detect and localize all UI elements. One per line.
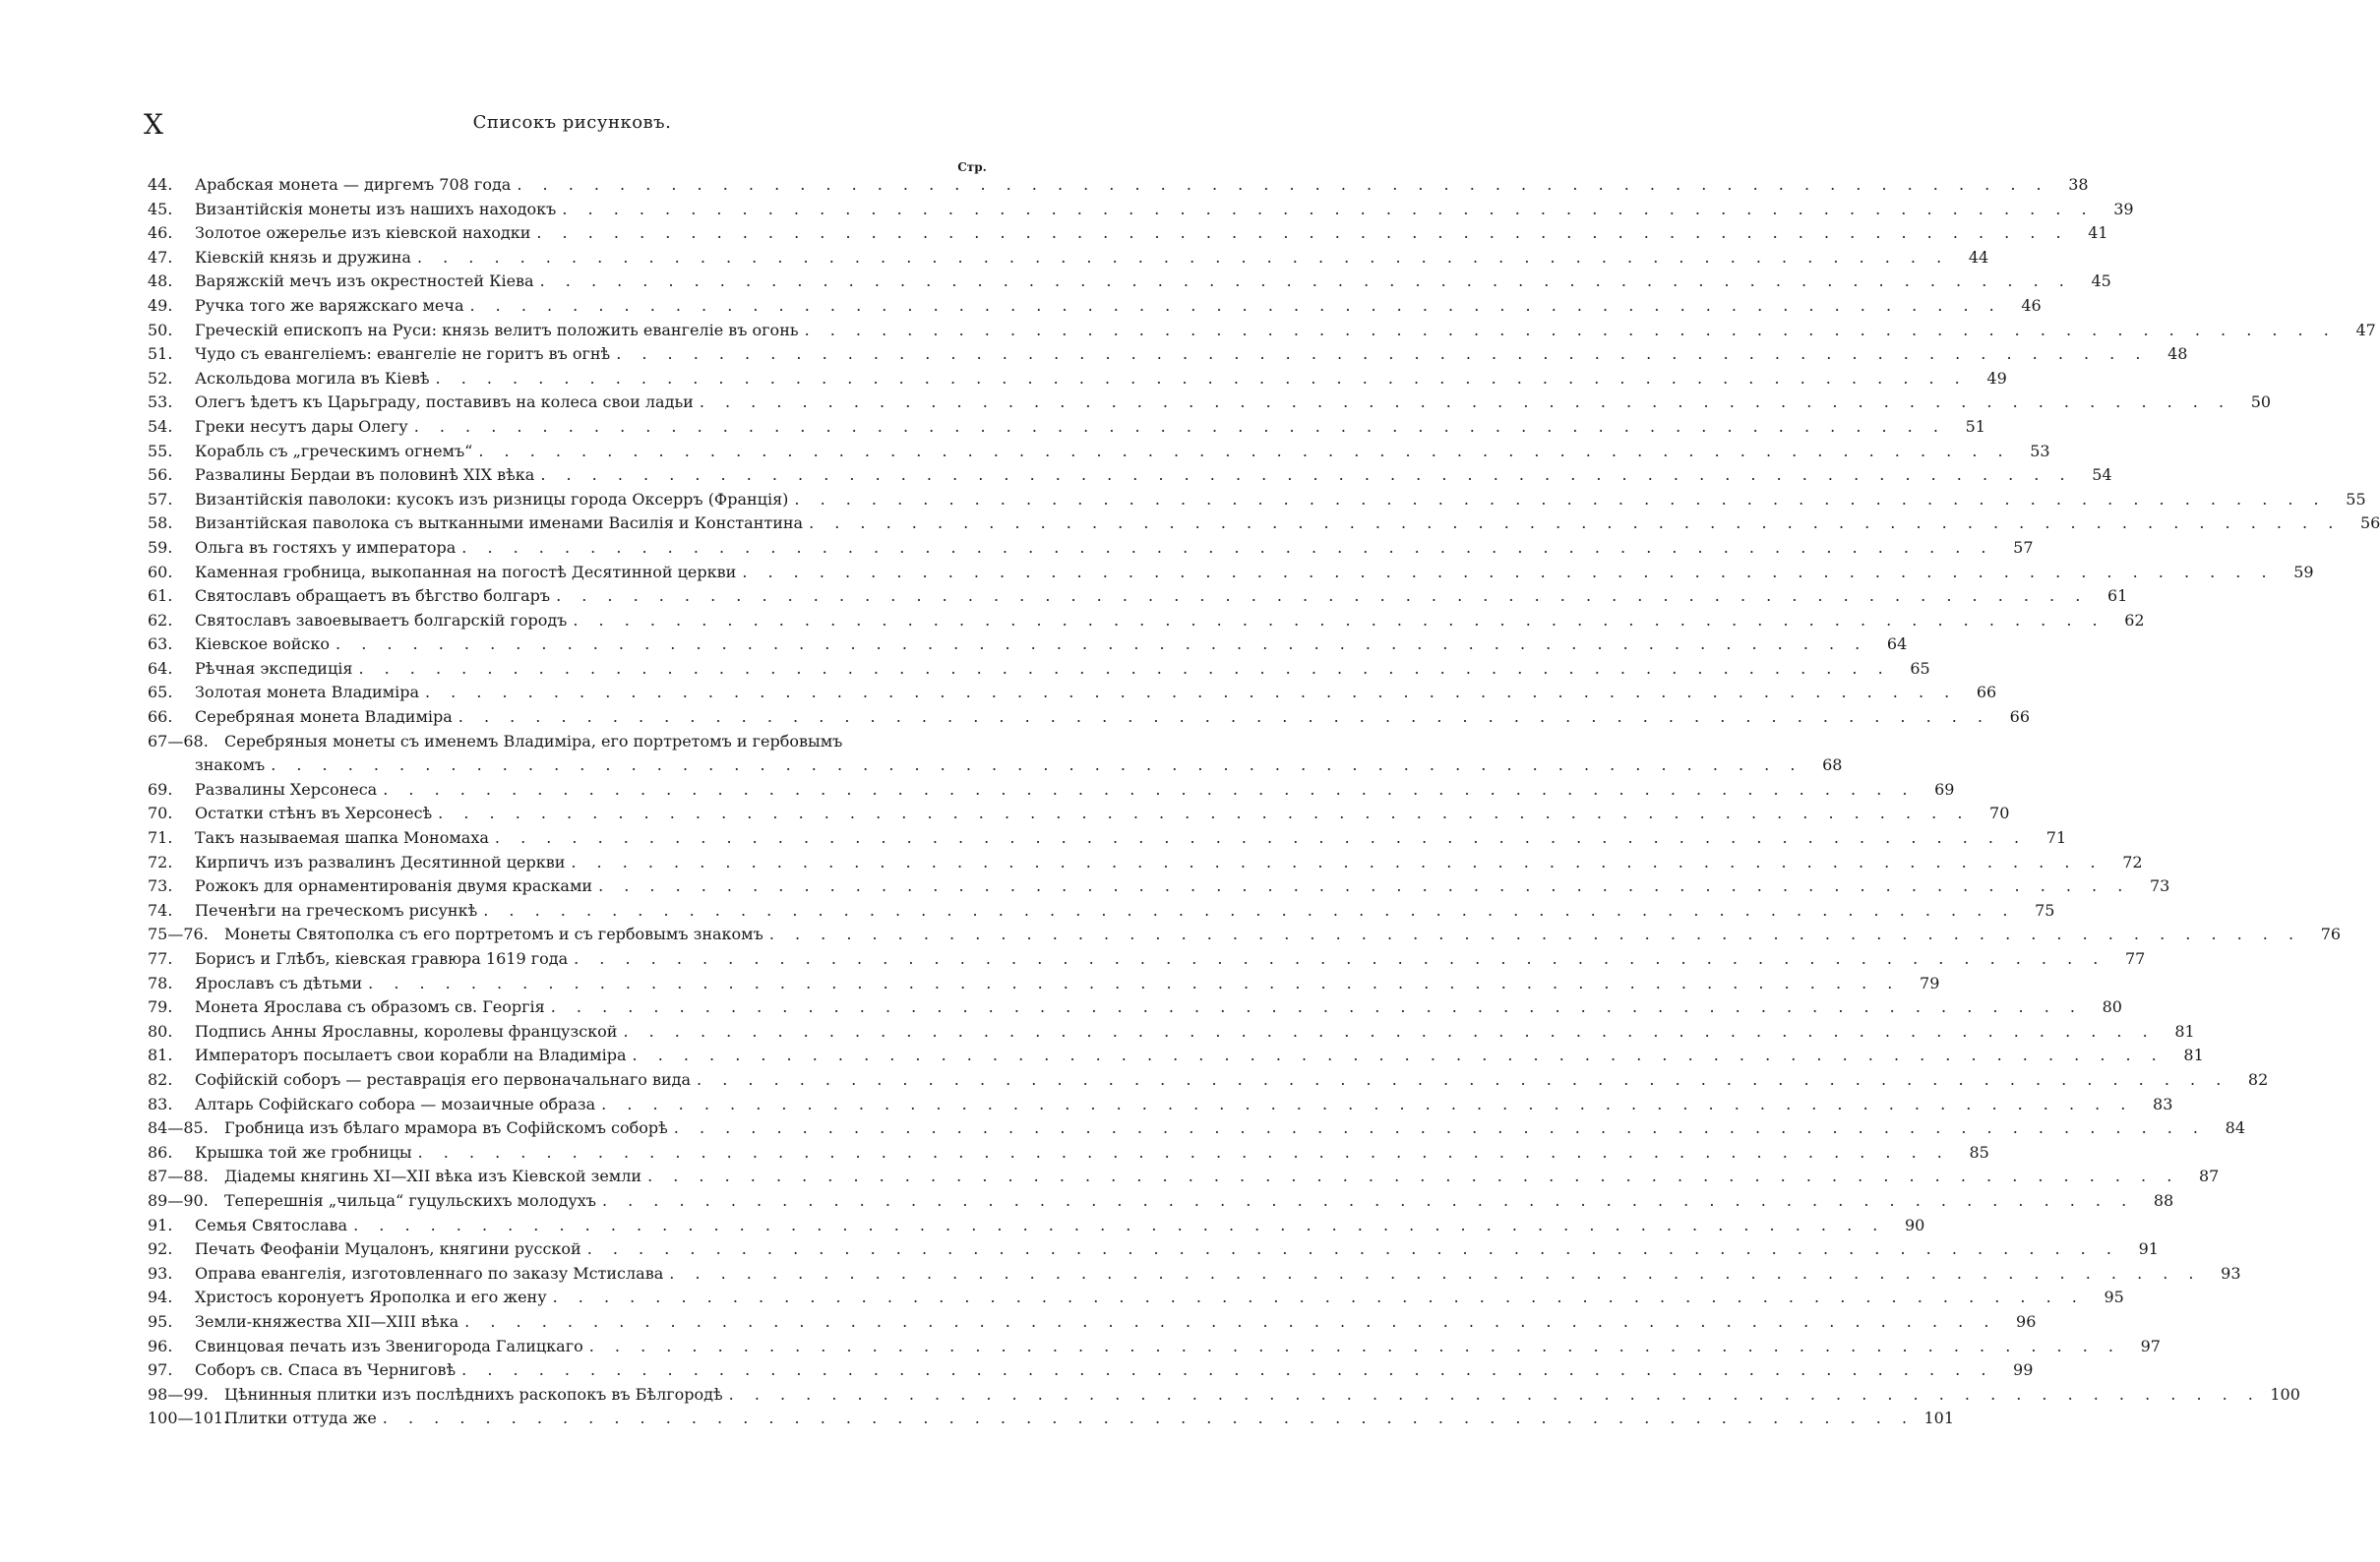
figure-number: 79. <box>148 997 173 1017</box>
figure-page-number: 85 <box>1969 1142 1989 1162</box>
figure-number: 46. <box>148 223 173 243</box>
figure-number: 53. <box>148 392 173 412</box>
figure-number: 47. <box>148 247 173 267</box>
figure-number: 74. <box>148 900 173 920</box>
figure-title: Золотое ожерелье изъ кіевской находки <box>195 223 531 243</box>
list-item <box>148 511 2380 536</box>
page-title: Списокъ рисунковъ. <box>472 112 672 133</box>
list-item <box>148 1214 1925 1238</box>
list-item <box>148 221 2108 246</box>
list-item <box>148 1020 2195 1045</box>
dot-leader <box>598 874 2130 899</box>
list-item <box>148 947 2146 972</box>
list-item <box>148 294 2042 319</box>
figure-number: 91. <box>148 1215 173 1234</box>
figure-page-number: 54 <box>2092 465 2112 485</box>
figure-title: Гробница изъ бѣлаго мрамора въ Софійскомъ соборѣ <box>224 1118 668 1138</box>
dot-leader <box>601 1093 2133 1117</box>
figure-title: Аскольдова могила въ Кіевѣ <box>195 368 430 388</box>
figure-page-number: 76 <box>2320 925 2342 944</box>
figure-number: 62. <box>148 610 173 630</box>
figure-page-number: 87 <box>2198 1167 2220 1186</box>
dot-leader <box>697 1068 2228 1093</box>
list-item <box>148 923 2342 947</box>
figure-title: Ручка того же варяжскаго меча <box>195 295 464 315</box>
figure-number: 61. <box>148 586 173 606</box>
dot-leader <box>794 488 2326 512</box>
figure-page-number: 80 <box>2102 997 2122 1017</box>
figure-page-number: 82 <box>2247 1069 2269 1089</box>
dot-leader <box>540 270 2072 294</box>
figure-number: 56. <box>148 465 173 485</box>
dot-leader <box>602 1189 2134 1214</box>
figure-title: Святославъ завоевываетъ болгарскій городъ <box>195 610 568 630</box>
figure-page-number: 38 <box>2068 175 2089 194</box>
figure-number: 87—88. <box>148 1167 209 1186</box>
figure-number: 71. <box>148 828 173 848</box>
figure-title: Развалины Бердаи въ половинѣ XIX вѣка <box>195 465 535 485</box>
list-item <box>148 536 2034 561</box>
dot-leader <box>700 390 2231 415</box>
figure-page-number: 75 <box>2035 900 2055 920</box>
figure-page-number: 79 <box>1920 973 1940 992</box>
list-item <box>148 899 2055 924</box>
figure-number: 50. <box>148 320 173 339</box>
figure-title: Монета Ярослава съ образомъ св. Георгія <box>195 997 545 1017</box>
figure-number: 67—68. <box>148 731 209 751</box>
dot-leader <box>562 198 2094 222</box>
list-item <box>148 1262 2241 1287</box>
list-item <box>148 1358 2034 1383</box>
dot-leader <box>633 1044 2165 1068</box>
list-item <box>148 390 2272 415</box>
figure-number: 100—101. <box>148 1409 229 1428</box>
dot-leader <box>805 319 2337 343</box>
dot-leader <box>353 1214 1885 1238</box>
list-item <box>148 1383 2300 1408</box>
figure-title: Семья Святослава <box>195 1215 348 1234</box>
list-item <box>148 826 2067 851</box>
figure-number: 44. <box>148 175 173 194</box>
figure-title: Теперешнія „чильца“ гуцульскихъ молодухъ <box>224 1190 596 1210</box>
dot-leader <box>425 681 1957 705</box>
figure-number: 57. <box>148 489 173 509</box>
figure-title: Монеты Святополка съ его портретомъ и съ гербовымъ знакомъ <box>224 925 763 944</box>
figure-number: 60. <box>148 562 173 581</box>
dot-leader <box>436 367 1968 391</box>
figure-page-number: 55 <box>2346 489 2366 509</box>
dot-leader <box>556 584 2088 609</box>
list-item <box>148 802 2010 826</box>
figure-title: Такъ называемая шапка Мономаха <box>195 828 489 848</box>
figure-number: 66. <box>148 707 173 727</box>
figure-page-number: 56 <box>2359 513 2380 533</box>
figure-title: Плитки оттуда же <box>224 1409 377 1428</box>
figure-title: Греческій епископъ на Руси: князь велитъ положить евангеліе въ огонь <box>195 320 799 339</box>
figure-page-number: 51 <box>1965 416 1985 436</box>
figure-number: 73. <box>148 876 173 896</box>
figure-title: Борисъ и Глѣбъ, кіевская гравюра 1619 года <box>195 949 569 968</box>
list-item <box>148 173 2089 198</box>
dot-leader <box>669 1262 2201 1287</box>
figure-title: знакомъ <box>195 755 266 775</box>
figure-page-number: 47 <box>2355 320 2376 339</box>
figure-title: Кіевскій князь и дружина <box>195 247 411 267</box>
figure-number: 94. <box>148 1288 173 1307</box>
figure-number: 96. <box>148 1336 173 1355</box>
figure-title: Императоръ посылаетъ свои корабли на Владиміра <box>195 1046 627 1065</box>
dot-leader <box>418 1141 1950 1166</box>
dot-leader <box>464 1310 1996 1335</box>
dot-leader <box>674 1116 2206 1141</box>
list-item <box>148 319 2376 343</box>
figure-number: 59. <box>148 537 173 557</box>
list-item <box>148 1286 2124 1310</box>
dot-leader <box>478 440 2010 464</box>
list-item <box>148 1237 2159 1262</box>
figure-number: 86. <box>148 1142 173 1162</box>
figure-number: 54. <box>148 416 173 436</box>
figure-number: 81. <box>148 1046 173 1065</box>
figure-page-number: 59 <box>2293 562 2314 581</box>
figure-page-number: 66 <box>2009 707 2031 727</box>
list-item <box>148 488 2366 512</box>
figure-title: Серебряная монета Владиміра <box>195 707 453 727</box>
page-column-header: Стр. <box>957 160 987 174</box>
dot-leader <box>483 899 2015 924</box>
dot-leader <box>587 1237 2119 1262</box>
figure-page-number: 72 <box>2122 852 2143 871</box>
dot-leader <box>438 802 1970 826</box>
figure-title: Цѣнинныя плитки изъ послѣднихъ раскопокъ въ Бѣлгородѣ <box>224 1384 723 1404</box>
list-item <box>148 705 2031 730</box>
figure-page-number: 48 <box>2167 344 2188 364</box>
figure-page-number: 53 <box>2030 441 2050 460</box>
figure-title: Подпись Анны Ярославны, королевы французской <box>195 1021 618 1041</box>
figure-title: Арабская монета — диргемъ 708 года <box>195 175 512 194</box>
figure-title: Византійская паволока съ вытканными именами Василія и Константина <box>195 513 804 533</box>
figure-title: Свинцовая печать изъ Звенигорода Галицкаго <box>195 1336 583 1355</box>
list-item <box>148 1335 2161 1359</box>
figure-number: 63. <box>148 634 173 654</box>
figure-page-number: 95 <box>2104 1288 2124 1307</box>
figure-page-number: 90 <box>1904 1215 1925 1234</box>
figure-title: Ярославъ съ дѣтьми <box>195 973 363 992</box>
list-item <box>148 463 2112 488</box>
figure-title: Олегъ ѣдетъ къ Царьграду, поставивъ на колеса свои ладьи <box>195 392 694 412</box>
list-item <box>148 440 2050 464</box>
figure-number: 58. <box>148 513 173 533</box>
figure-page-number: 44 <box>1968 247 1989 267</box>
list-item <box>148 972 1940 996</box>
figure-page-number: 77 <box>2125 949 2146 968</box>
figure-page-number: 46 <box>2021 295 2042 315</box>
figure-title: Рѣчная экспедиція <box>195 658 353 678</box>
dot-leader <box>574 947 2105 972</box>
dot-leader <box>383 778 1915 803</box>
dot-leader <box>458 705 1990 730</box>
list-item <box>148 609 2145 633</box>
list-item <box>148 1165 2220 1189</box>
figure-list <box>148 173 2380 1431</box>
list-item <box>148 342 2188 367</box>
list-item <box>148 584 2128 609</box>
figure-page-number: 84 <box>2225 1118 2245 1138</box>
dot-leader <box>589 1335 2121 1359</box>
figure-page-number: 100 <box>2270 1384 2300 1404</box>
figure-title: Кіевское войско <box>195 634 331 654</box>
figure-number: 49. <box>148 295 173 315</box>
list-item <box>148 1407 1955 1431</box>
figure-number: 95. <box>148 1311 173 1331</box>
dot-leader <box>517 173 2048 198</box>
figure-number: 77. <box>148 949 173 968</box>
figure-page-number: 57 <box>2013 537 2034 557</box>
dot-leader <box>414 415 1946 440</box>
list-item <box>148 367 2007 391</box>
dot-leader <box>540 463 2072 488</box>
figure-number: 80. <box>148 1021 173 1041</box>
figure-number: 84—85. <box>148 1118 209 1138</box>
figure-page-number: 101 <box>1923 1409 1955 1428</box>
figure-page-number: 81 <box>2183 1046 2204 1065</box>
figure-page-number: 62 <box>2124 610 2145 630</box>
figure-number: 69. <box>148 779 173 799</box>
figure-page-number: 93 <box>2221 1263 2241 1283</box>
figure-page-number: 99 <box>2013 1360 2034 1380</box>
figure-title: Корабль съ „греческимъ огнемъ“ <box>195 441 473 460</box>
list-item <box>148 1044 2204 1068</box>
list-item <box>148 198 2134 222</box>
dot-leader <box>616 342 2148 367</box>
figure-page-number: 64 <box>1886 634 1908 654</box>
list-item <box>148 415 1985 440</box>
dot-leader <box>536 221 2068 246</box>
list-item <box>148 1189 2174 1214</box>
figure-page-number: 66 <box>1976 683 1997 702</box>
list-item <box>148 730 994 754</box>
figure-page-number: 91 <box>2138 1239 2159 1259</box>
dot-leader <box>336 632 1867 657</box>
figure-title: Золотая монета Владиміра <box>195 683 419 702</box>
figure-number: 98—99. <box>148 1384 209 1404</box>
dot-leader <box>742 561 2274 585</box>
dot-leader <box>469 294 2001 319</box>
figure-title: Остатки стѣнъ въ Херсонесѣ <box>195 804 433 823</box>
list-item <box>148 753 1843 778</box>
list-item <box>148 561 2314 585</box>
figure-number: 83. <box>148 1094 173 1113</box>
figure-page-number: 41 <box>2088 223 2108 243</box>
figure-number: 75—76. <box>148 925 209 944</box>
dot-leader <box>553 1286 2085 1310</box>
figure-number: 51. <box>148 344 173 364</box>
figure-number: 65. <box>148 683 173 702</box>
list-item <box>148 995 2122 1020</box>
figure-title: Кирпичъ изъ развалинъ Десятинной церкви <box>195 852 566 871</box>
figure-title: Крышка той же гробницы <box>195 1142 412 1162</box>
figure-number: 92. <box>148 1239 173 1259</box>
list-item <box>148 874 2170 899</box>
figure-page-number: 73 <box>2149 876 2170 896</box>
figure-number: 48. <box>148 271 173 291</box>
figure-number: 45. <box>148 199 173 218</box>
dot-leader <box>368 972 1900 996</box>
dot-leader <box>461 1358 1993 1383</box>
figure-page-number: 96 <box>2016 1311 2037 1331</box>
figure-title: Варяжскій мечъ изъ окрестностей Кіева <box>195 271 534 291</box>
list-item <box>148 270 2111 294</box>
figure-title: Развалины Херсонеса <box>195 779 378 799</box>
figure-title: Оправа евангелія, изготовленнаго по заказу Мстислава <box>195 1263 664 1283</box>
figure-title: Софійскій соборъ — реставрація его первоначальнаго вида <box>195 1069 692 1089</box>
figure-title: Святославъ обращаетъ въ бѣгство болгаръ <box>195 586 551 606</box>
dot-leader <box>551 995 2083 1020</box>
list-item <box>148 851 2143 875</box>
figure-title: Печенѣги на греческомъ рисункѣ <box>195 900 478 920</box>
figure-page-number: 81 <box>2174 1021 2195 1041</box>
list-item <box>148 681 1997 705</box>
dot-leader <box>729 1383 2261 1408</box>
dot-leader <box>647 1165 2179 1189</box>
list-item <box>148 246 1989 270</box>
figure-number: 64. <box>148 658 173 678</box>
figure-page-number: 65 <box>1910 658 1930 678</box>
list-item <box>148 1141 1989 1166</box>
figure-page-number: 69 <box>1934 779 1955 799</box>
figure-title: Земли-княжества XII—XIII вѣка <box>195 1311 459 1331</box>
list-item <box>148 657 1930 682</box>
figure-page-number: 45 <box>2091 271 2111 291</box>
figure-number: 55. <box>148 441 173 460</box>
figure-title: Ольга въ гостяхъ у императора <box>195 537 457 557</box>
figure-number: 82. <box>148 1069 173 1089</box>
figure-number: 97. <box>148 1360 173 1380</box>
figure-title: Византійскія монеты изъ нашихъ находокъ <box>195 199 557 218</box>
list-item <box>148 1068 2269 1093</box>
list-item <box>148 1093 2173 1117</box>
figure-title: Рожокъ для орнаментированія двумя красками <box>195 876 593 896</box>
figure-page-number: 61 <box>2106 586 2128 606</box>
dot-leader <box>769 923 2301 947</box>
dot-leader <box>271 753 1802 778</box>
dot-leader <box>358 657 1890 682</box>
figure-title: Греки несутъ дары Олегу <box>195 416 408 436</box>
page-number: X <box>144 108 164 141</box>
list-item <box>148 1116 2245 1141</box>
figure-page-number: 83 <box>2153 1094 2173 1113</box>
figure-title: Алтарь Софійскаго собора — мозаичные образа <box>195 1094 596 1113</box>
list-item <box>148 1310 2037 1335</box>
figure-title: Христосъ коронуетъ Ярополка и его жену <box>195 1288 547 1307</box>
figure-number: 93. <box>148 1263 173 1283</box>
figure-page-number: 68 <box>1822 755 1843 775</box>
figure-title: Византійскія паволоки: кусокъ изъ ризницы города Оксерръ (Франція) <box>195 489 789 509</box>
figure-title: Соборъ св. Спаса въ Черниговѣ <box>195 1360 457 1380</box>
figure-title: Каменная гробница, выкопанная на погостѣ Десятинной церкви <box>195 562 737 581</box>
figure-title: Діадемы княгинь XI—XII вѣка изъ Кіевской земли <box>224 1167 642 1186</box>
dot-leader <box>623 1020 2155 1045</box>
list-item <box>148 778 1955 803</box>
figure-title: Чудо съ евангеліемъ: евангеліе не горитъ въ огнѣ <box>195 344 611 364</box>
figure-number: 78. <box>148 973 173 992</box>
dot-leader <box>573 609 2105 633</box>
figure-number: 72. <box>148 852 173 871</box>
dot-leader <box>461 536 1993 561</box>
dot-leader <box>417 246 1949 270</box>
figure-page-number: 97 <box>2140 1336 2161 1355</box>
dot-leader <box>571 851 2103 875</box>
list-item <box>148 632 1908 657</box>
figure-page-number: 88 <box>2153 1190 2174 1210</box>
figure-page-number: 49 <box>1986 368 2007 388</box>
figure-number: 52. <box>148 368 173 388</box>
figure-page-number: 71 <box>2045 828 2067 848</box>
figure-page-number: 39 <box>2113 199 2134 218</box>
figure-title: Печать Феофаніи Муцалонъ, княгини русской <box>195 1239 581 1259</box>
dot-leader <box>495 826 2027 851</box>
dot-leader <box>809 511 2341 536</box>
figure-page-number: 50 <box>2250 392 2272 412</box>
dot-leader <box>383 1407 1915 1431</box>
figure-number: 89—90. <box>148 1190 209 1210</box>
figure-title: Серебряныя монеты съ именемъ Владиміра, его портретомъ и гербовымъ <box>224 731 843 751</box>
figure-number: 70. <box>148 804 173 823</box>
figure-page-number: 70 <box>1989 804 2010 823</box>
